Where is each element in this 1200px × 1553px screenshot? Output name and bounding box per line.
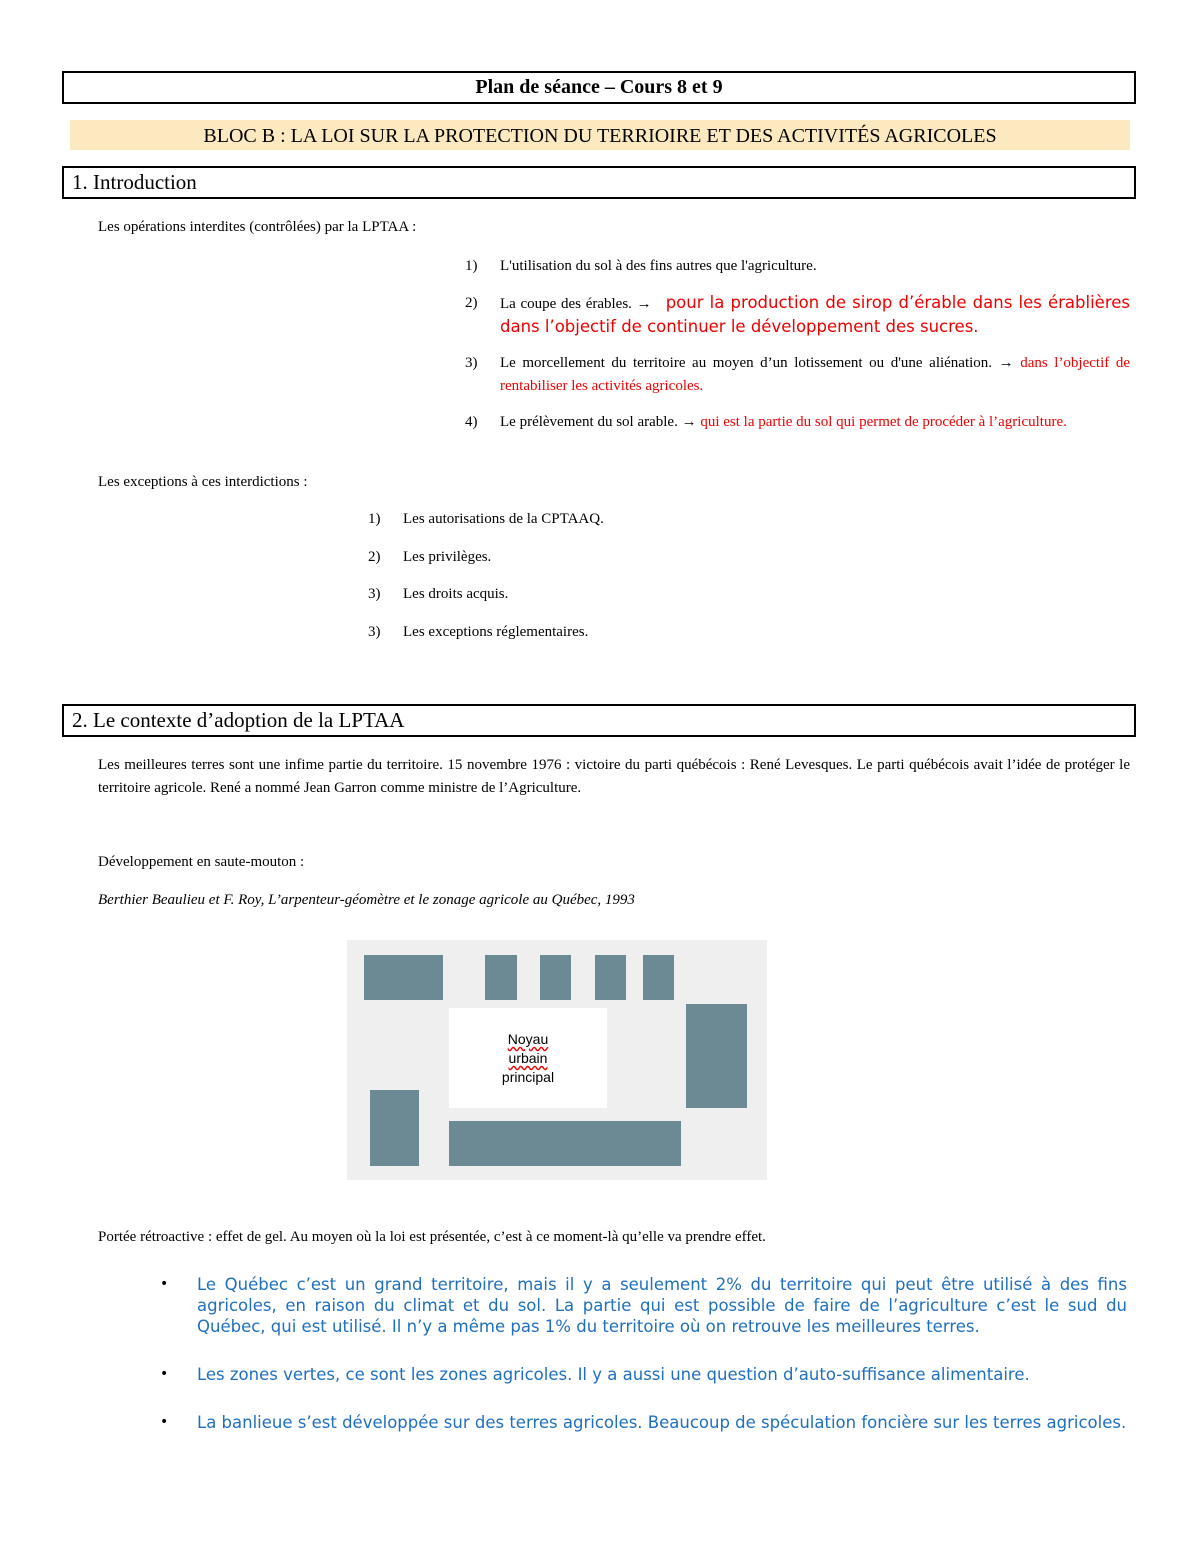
- exception-text: Les privilèges.: [403, 549, 492, 565]
- land-block: [686, 1004, 747, 1108]
- exception-number: 3): [368, 624, 381, 640]
- bullet-icon: •: [160, 1366, 169, 1382]
- page-title: Plan de séance – Cours 8 et 9: [62, 71, 1136, 104]
- operation-number: 4): [465, 414, 478, 430]
- exception-number: 3): [368, 586, 381, 602]
- bullet-text: Le Québec c’est un grand territoire, mais il y a seulement 2% du territoire qui peut être utilisé à des fins agricoles, en raison du climat et du sol. La partie qui est possible de faire de l’agriculture c’est le sud du Québec, qui est utilisé. Il n’y a même pas 1% du territoire où on retrouve les meilleures terres.: [197, 1275, 1127, 1336]
- operation-item-4: [465, 411, 1130, 457]
- retroactive-paragraph: Portée rétroactive : effet de gel. Au moyen où la loi est présentée, c’est à ce moment-là qu’elle va prendre effet.: [98, 1229, 766, 1245]
- exceptions-intro: Les exceptions à ces interdictions :: [98, 474, 308, 490]
- context-paragraph: Les meilleures terres sont une infime partie du territoire. 15 novembre 1976 : victoire du parti québécois : René Levesques. Le parti québécois avait l’idée de protéger le territoire agricole. René a nommé Jean Garron comme ministre de l’Agriculture.: [98, 757, 1130, 796]
- exception-text: Les autorisations de la CPTAAQ.: [403, 511, 604, 527]
- exception-number: 2): [368, 549, 381, 565]
- urban-core-label: urbain: [508, 1050, 548, 1066]
- operation-text: La coupe des érables.: [500, 296, 637, 312]
- operation-item-2: [465, 292, 1130, 338]
- exception-item-3: [368, 583, 768, 606]
- bloc-banner: BLOC B : LA LOI SUR LA PROTECTION DU TERRIOIRE ET DES ACTIVITÉS AGRICOLES: [70, 120, 1130, 150]
- land-block: [364, 955, 443, 1000]
- arrow-icon: →: [636, 296, 652, 312]
- exception-text: Les droits acquis.: [403, 586, 509, 602]
- exception-item-4: [368, 621, 768, 644]
- urban-core-label: principal: [501, 1069, 555, 1085]
- section-1-heading: 1. Introduction: [62, 166, 1136, 199]
- exception-number: 1): [368, 511, 381, 527]
- urban-core: [449, 1008, 607, 1108]
- exception-item-1: [368, 508, 768, 531]
- land-block: [370, 1090, 419, 1166]
- urban-core-label: Noyau: [507, 1031, 549, 1047]
- operation-note: pour la production de sirop d’érable dans les érablières dans l’objectif de continuer le développement des sucres.: [500, 293, 1131, 336]
- operation-text: Le prélèvement du sol arable.: [500, 414, 682, 430]
- operation-number: 3): [465, 355, 478, 371]
- land-block: [449, 1121, 681, 1166]
- bullet-icon: •: [160, 1414, 169, 1430]
- operation-text: Le morcellement du territoire au moyen d’un lotissement ou d'une aliénation.: [500, 355, 999, 371]
- operation-text: L'utilisation du sol à des fins autres que l'agriculture.: [500, 258, 817, 274]
- arrow-icon: →: [681, 414, 697, 430]
- exception-item-2: [368, 546, 768, 569]
- operation-item-1: [465, 255, 1130, 278]
- operations-intro: Les opérations interdites (contrôlées) par la LPTAA :: [98, 219, 417, 235]
- operation-number: 2): [465, 295, 478, 311]
- operation-note: qui est la partie du sol qui permet de procéder à l’agriculture.: [700, 414, 1067, 430]
- section-2-heading: 2. Le contexte d’adoption de la LPTAA: [62, 704, 1136, 737]
- citation: Berthier Beaulieu et F. Roy, L’arpenteur-géomètre et le zonage agricole au Québec, 1993: [98, 892, 635, 908]
- arrow-icon: →: [998, 355, 1014, 371]
- operation-note: dans l’objectif de rentabiliser les activités agricoles.: [500, 355, 1130, 394]
- land-block: [595, 955, 626, 1000]
- operation-number: 1): [465, 258, 478, 274]
- zoning-diagram: [347, 940, 767, 1180]
- bullet-text: Les zones vertes, ce sont les zones agricoles. Il y a aussi une question d’auto-suffisance alimentaire.: [197, 1365, 1030, 1384]
- operation-item-3: [465, 352, 1130, 398]
- bullet-text: La banlieue s’est développée sur des terres agricoles. Beaucoup de spéculation foncière sur les terres agricoles.: [197, 1413, 1127, 1432]
- exception-text: Les exceptions réglementaires.: [403, 624, 589, 640]
- land-block: [540, 955, 571, 1000]
- development-label: Développement en saute-mouton :: [98, 854, 305, 870]
- land-block: [485, 955, 517, 1000]
- land-block: [643, 955, 674, 1000]
- bullet-icon: •: [160, 1276, 169, 1292]
